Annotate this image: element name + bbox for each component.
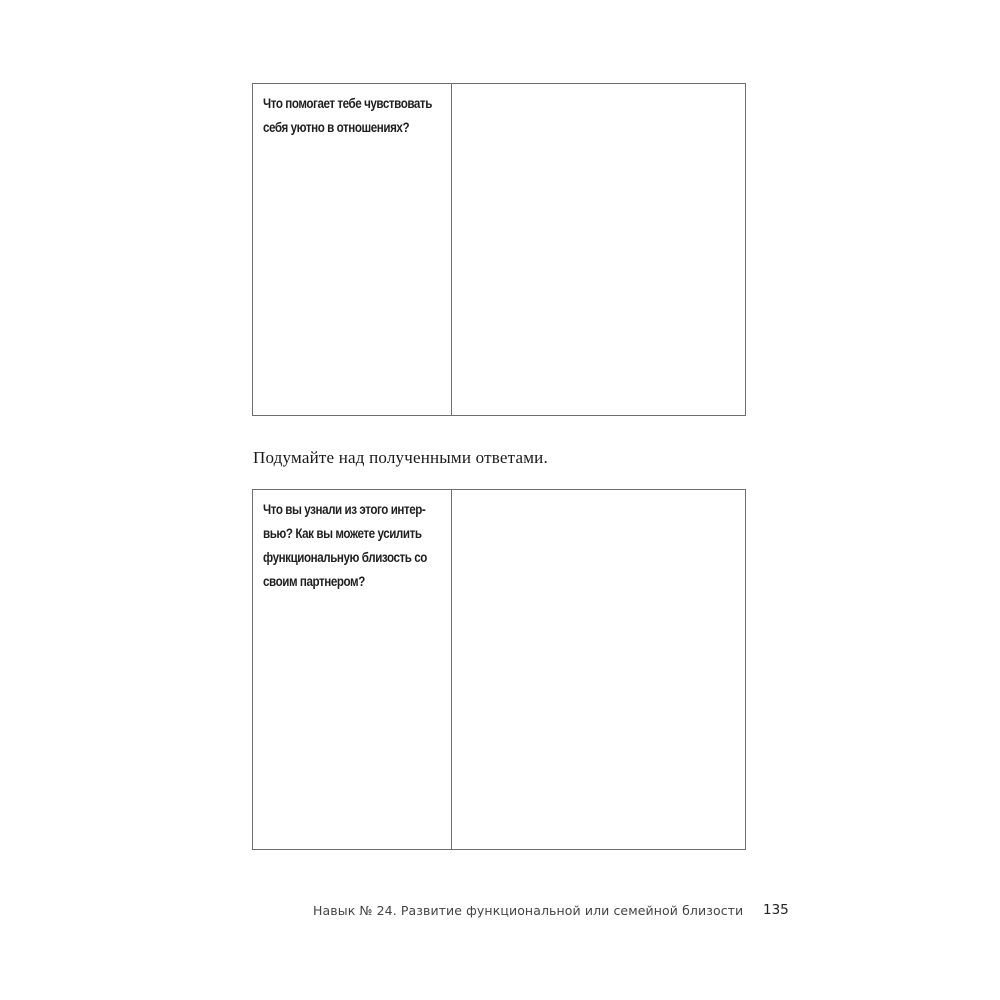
question-table-1 bbox=[252, 83, 746, 416]
question-text: Что помогает тебе чувствовать себя уютно в отношениях? bbox=[263, 96, 432, 135]
page-number: 135 bbox=[763, 902, 789, 918]
question-cell bbox=[253, 490, 452, 849]
section-heading: Подумайте над полученными ответами. bbox=[253, 448, 548, 467]
answer-cell[interactable] bbox=[452, 490, 745, 849]
question-table-2 bbox=[252, 489, 746, 850]
question-cell bbox=[253, 84, 452, 415]
answer-cell[interactable] bbox=[452, 84, 745, 415]
question-text: Что вы узнали из этого интер- вью? Как вы можете усилить функциональную близость со своим партнером? bbox=[263, 502, 427, 589]
footer-running-title: Навык № 24. Развитие функциональной или семейной близости bbox=[313, 903, 744, 918]
